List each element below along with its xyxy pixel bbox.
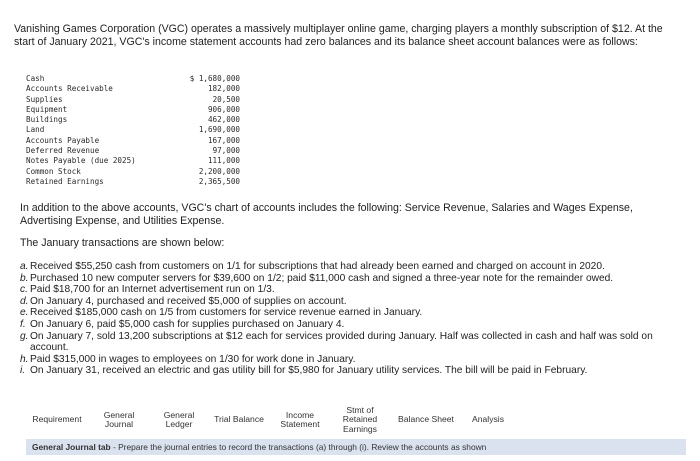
balance-row (26, 167, 240, 177)
account-value: 462,000 (207, 115, 240, 125)
balance-row (26, 95, 240, 105)
transaction-text: On January 4, purchased and received $5,000 of supplies on account. (30, 295, 347, 307)
transaction-item (20, 284, 660, 296)
transaction-item (20, 273, 660, 285)
tab-general-ledger[interactable]: General Ledger (163, 409, 195, 429)
transaction-text: Received $55,250 cash from customers on 1/1 for subscriptions that had already been earned and charged on account in 2020. (30, 261, 605, 272)
account-value: 182,000 (207, 84, 240, 94)
account-name: Land (26, 125, 45, 135)
account-value: 2,365,500 (198, 176, 240, 186)
transaction-item (20, 261, 660, 273)
account-name: Deferred Revenue (26, 146, 100, 156)
account-name: Equipment (26, 104, 68, 114)
problem-intro: Vanishing Games Corporation (VGC) operates a massively multiplayer online game, charging players a monthly subscription of $12. At the start of January 2021, VGC's income statement accounts had zero balances and its balance sheet account balances were as follows: (14, 23, 663, 48)
balance-row (26, 74, 240, 84)
tab-general-journal[interactable]: General Journal (103, 409, 135, 429)
account-name: Common Stock (26, 166, 81, 176)
transaction-letter: h. (20, 353, 29, 365)
chart-of-accounts-note: In addition to the above accounts, VGC's chart of accounts includes the following: Service Revenue, Salaries and Wages Expense, Advertising Expense, and Utilities Expense. (20, 202, 633, 227)
transaction-letter: a. (20, 261, 29, 272)
account-value: 1,690,000 (198, 125, 240, 135)
balance-row (26, 156, 240, 166)
transaction-text: On January 31, received an electric and gas utility bill for $5,980 for January utility services. The bill will be paid in February. (30, 365, 588, 377)
tab-stmt-of-retained-earnings[interactable]: Stmt of Retained Earnings (342, 404, 378, 434)
transaction-letter: f. (20, 318, 26, 330)
tab-balance-sheet[interactable]: Balance Sheet (398, 414, 454, 425)
transactions-title: The January transactions are shown below: (20, 237, 225, 249)
instruction-text: - Prepare the journal entries to record the transactions (a) through (i). Review the accounts as shown (110, 442, 487, 452)
balance-row (26, 84, 240, 94)
transaction-letter: b. (20, 272, 29, 284)
instruction-tab-name: General Journal tab (32, 442, 111, 452)
balance-row (26, 177, 240, 187)
tab-income-statement[interactable]: Income Statement (280, 409, 320, 429)
transaction-item (20, 307, 660, 319)
transaction-item (20, 296, 660, 308)
account-name: Cash (26, 74, 45, 83)
transaction-letter: i. (20, 365, 26, 377)
tab-requirement[interactable]: Requirement (32, 414, 82, 425)
account-value: 20,500 (212, 94, 240, 104)
transactions-list (20, 261, 660, 377)
balance-row (26, 115, 240, 125)
account-value: 111,000 (207, 156, 240, 166)
transaction-text: Purchased 10 new computer servers for $39,600 on 1/2; paid $11,000 cash and signed a three-year note for the remainder owed. (30, 272, 614, 284)
transaction-item (20, 365, 660, 377)
account-name: Buildings (26, 115, 68, 125)
tab-analysis[interactable]: Analysis (472, 414, 504, 425)
account-value: 167,000 (207, 135, 240, 145)
balance-row (26, 125, 240, 135)
transaction-text: On January 7, sold 13,200 subscriptions at $12 each for services provided during January. Half was collected in cash and half was sold on account. (30, 330, 653, 354)
worksheet-tabs (26, 405, 514, 435)
account-value: 97,000 (212, 146, 240, 156)
transaction-letter: e. (20, 307, 29, 319)
transaction-item (20, 319, 660, 331)
account-name: Accounts Receivable (26, 84, 113, 94)
transaction-letter: d. (20, 295, 29, 307)
transaction-letter: c. (20, 284, 28, 296)
transaction-item (20, 331, 660, 354)
opening-balances-table (26, 74, 240, 187)
transaction-letter: g. (20, 330, 29, 342)
transaction-text: Paid $18,700 for an Internet advertisement run on 1/3. (30, 284, 275, 296)
balance-row (26, 105, 240, 115)
instruction-bar (26, 439, 686, 455)
account-name: Notes Payable (due 2025) (26, 156, 136, 166)
account-name: Retained Earnings (26, 176, 104, 186)
account-name: Accounts Payable (26, 135, 100, 145)
transaction-item (20, 354, 660, 366)
transaction-text: Received $185,000 cash on 1/5 from customers for service revenue earned in January. (30, 307, 423, 319)
account-value: $ 1,680,000 (189, 74, 240, 83)
account-name: Supplies (26, 94, 63, 104)
account-value: 906,000 (207, 104, 240, 114)
transaction-text: On January 6, paid $5,000 cash for supplies purchased on January 4. (30, 318, 345, 330)
tab-trial-balance[interactable]: Trial Balance (214, 414, 264, 425)
balance-row (26, 146, 240, 156)
balance-row (26, 136, 240, 146)
transaction-text: Paid $315,000 in wages to employees on 1/30 for work done in January. (30, 353, 356, 365)
account-value: 2,200,000 (198, 166, 240, 176)
